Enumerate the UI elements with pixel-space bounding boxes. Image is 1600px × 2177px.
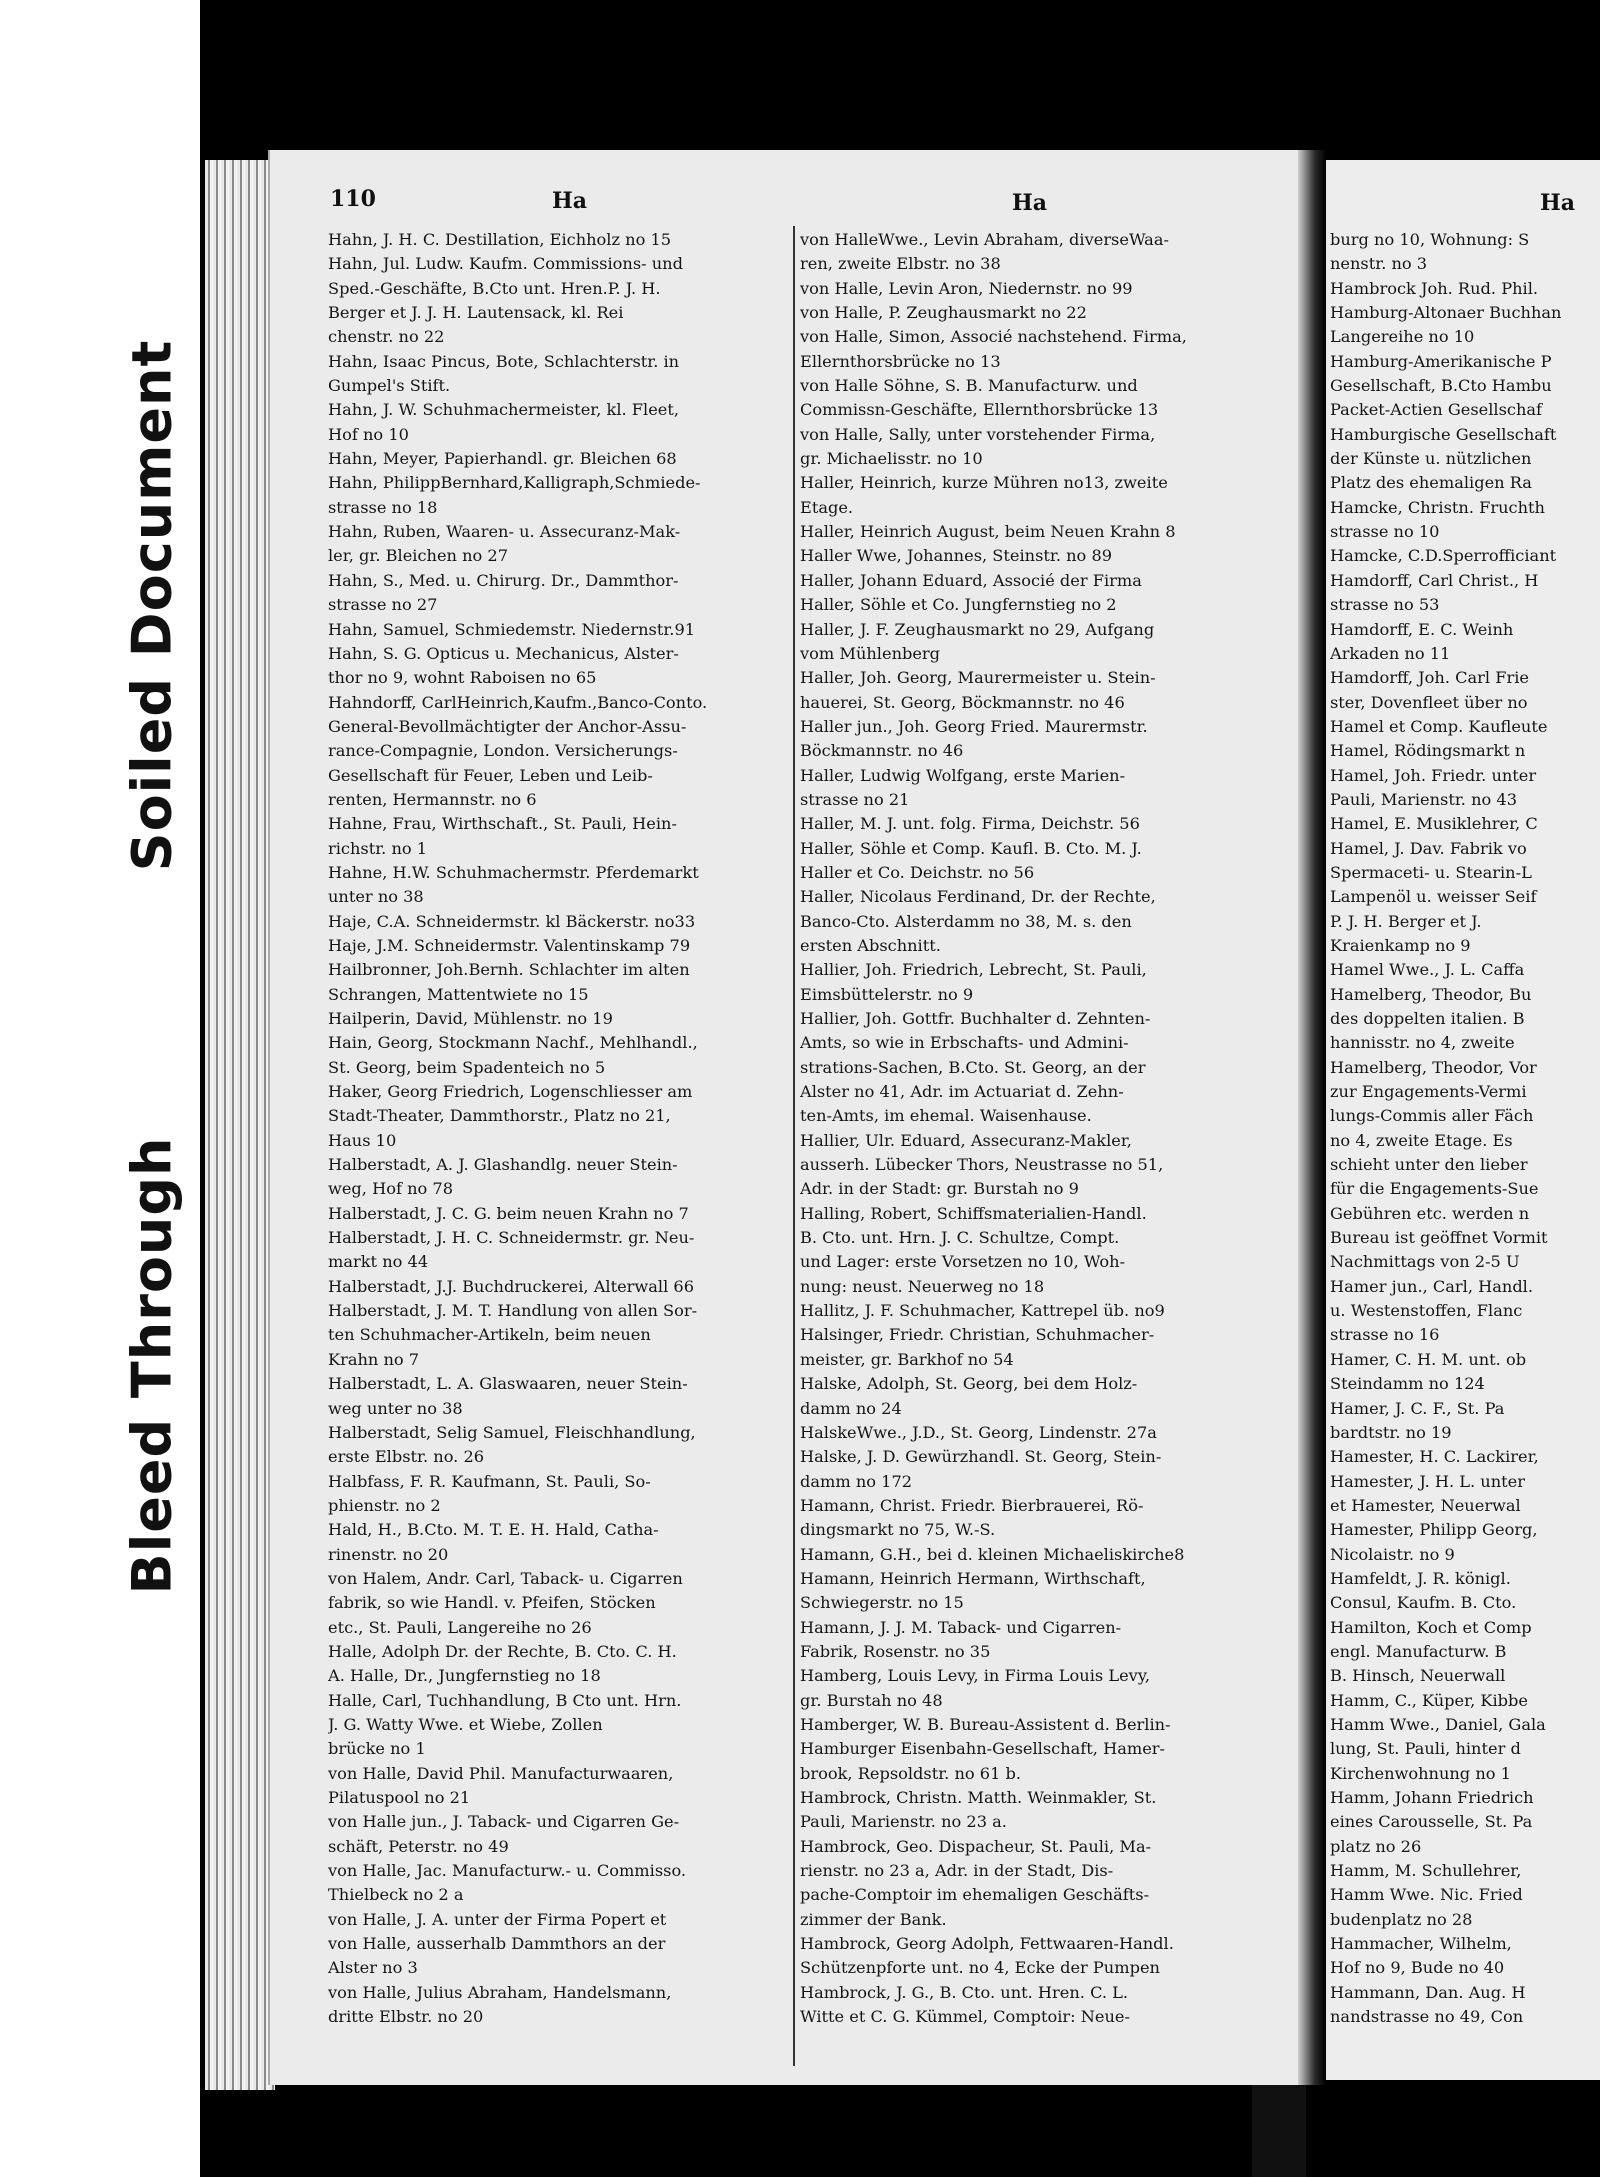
directory-entry-line: Hamdorff, E. C. Weinh [1330,619,1514,639]
directory-entry-line: von Halle, Simon, Associé nachstehend. Firma, [800,327,1187,347]
directory-entry-line: rinenstr. no 20 [328,1544,449,1564]
directory-entry-line: schäft, Peterstr. no 49 [328,1836,509,1856]
directory-entry-line: weg unter no 38 [328,1398,463,1418]
directory-entry-line: no 4, zweite Etage. Es [1330,1130,1513,1150]
directory-entry-line: vom Mühlenberg [800,643,941,663]
directory-entry-line: Nicolaistr. no 9 [1330,1544,1455,1564]
directory-entry-line: Pauli, Marienstr. no 43 [1330,789,1518,809]
directory-entry-line: engl. Manufacturw. B [1330,1641,1507,1661]
directory-entry-line: Haller, Ludwig Wolfgang, erste Marien- [800,765,1126,785]
directory-entry-line: Witte et C. G. Kümmel, Comptoir: Neue- [800,2007,1130,2027]
directory-entry-line: lung, St. Pauli, hinter d [1330,1739,1521,1759]
directory-entry-line: strasse no 16 [1330,1325,1440,1345]
directory-entry-line: Hahn, J. H. C. Destillation, Eichholz no 15 [328,230,672,249]
directory-entry-line: Stadt-Theater, Dammthorstr., Platz no 21, [328,1106,671,1126]
directory-entry-line: Hamel, Joh. Friedr. unter [1330,765,1537,785]
directory-entry-line: Böckmannstr. no 46 [800,741,964,761]
directory-entry-line: Schrangen, Mattentwiete no 15 [328,984,589,1004]
directory-entry-line: Ellernthorsbrücke no 13 [800,351,1001,371]
directory-entry-line: Halsinger, Friedr. Christian, Schuhmacher- [800,1325,1155,1345]
directory-entry-line: strations-Sachen, B.Cto. St. Georg, an der [800,1057,1146,1077]
directory-entry-line: ten-Amts, im ehemal. Waisenhause. [800,1106,1092,1126]
directory-entry-line: Hahn, Meyer, Papierhandl. gr. Bleichen 68 [328,449,677,469]
directory-entry-line: Hahne, Frau, Wirthschaft., St. Pauli, Hein- [328,814,677,834]
directory-entry-line: von Halle jun., J. Taback- und Cigarren Ge- [328,1812,680,1832]
directory-entry-line: unter no 38 [328,887,424,907]
directory-entry-line: erste Elbstr. no. 26 [328,1447,485,1467]
directory-entry-line: Hamel, J. Dav. Fabrik vo [1330,838,1527,858]
directory-entry-line: Hamer, J. C. F., St. Pa [1330,1398,1505,1418]
directory-entry-line: A. Halle, Dr., Jungfernstieg no 18 [328,1666,601,1686]
directory-entry-line: Eimsbüttelerstr. no 9 [800,984,974,1004]
directory-entry-line: Hamdorff, Carl Christ., H [1330,570,1539,590]
directory-entry-line: von HalleWwe., Levin Abraham, diverseWaa- [800,230,1169,249]
directory-entry-line: Halske, J. D. Gewürzhandl. St. Georg, Stein- [800,1447,1162,1467]
directory-entry-line: strasse no 18 [328,497,438,517]
directory-entry-line: Halberstadt, A. J. Glashandlg. neuer Stein- [328,1155,678,1175]
running-header-left: Ha [552,188,588,214]
directory-entry-line: Hamdorff, Joh. Carl Frie [1330,668,1529,688]
directory-entry-line: Hamelberg, Theodor, Vor [1330,1057,1537,1077]
soiled-document-label [112,310,192,900]
directory-entry-line: ler, gr. Bleichen no 27 [328,546,509,566]
directory-entry-line: Halle, Adolph Dr. der Rechte, B. Cto. C. H. [328,1641,677,1661]
directory-entry-line: Hamel, E. Musiklehrer, C [1330,814,1538,834]
directory-entry-line: Gesellschaft, B.Cto Hambu [1330,376,1552,396]
directory-entry-line: fabrik, so wie Handl. v. Pfeifen, Stöcken [328,1593,656,1613]
directory-entry-line: Hamfeldt, J. R. königl. [1330,1568,1511,1588]
directory-entry-line: von Halle, Julius Abraham, Handelsmann, [328,1982,672,2002]
directory-entry-line: Schützenpforte unt. no 4, Ecke der Pumpen [800,1958,1160,1978]
directory-entry-line: nandstrasse no 49, Con [1330,2007,1524,2027]
directory-entry-line: Haje, C.A. Schneidermstr. kl Bäckerstr. no33 [328,911,696,931]
directory-entry-line: rance-Compagnie, London. Versicherungs- [328,741,678,761]
directory-entry-line: richstr. no 1 [328,838,428,858]
directory-entry-line: u. Westenstoffen, Flanc [1330,1301,1523,1321]
directory-entry-line: von Halle, P. Zeughausmarkt no 22 [800,303,1087,323]
directory-entry-line: Commissn-Geschäfte, Ellernthorsbrücke 13 [800,400,1159,420]
directory-entry-line: Halberstadt, J.J. Buchdruckerei, Alterwall 66 [328,1276,695,1296]
directory-entry-line: Hamel, Rödingsmarkt n [1330,741,1526,761]
bleed-through-label [112,1085,192,1645]
directory-entry-line: Thielbeck no 2 a [328,1885,464,1905]
directory-entry-line: zur Engagements-Vermi [1330,1082,1527,1102]
directory-entry-line: Haller Wwe, Johannes, Steinstr. no 89 [800,546,1113,566]
directory-entry-line: Langereihe no 10 [1330,327,1475,347]
directory-entry-line: Hamm Wwe. Nic. Fried [1330,1885,1523,1905]
directory-column-next-page [1330,228,1600,2029]
directory-entry-line: Hamcke, Christn. Fruchth [1330,497,1545,517]
directory-entry-line: hauerei, St. Georg, Böckmannstr. no 46 [800,692,1125,712]
directory-entry-line: Kirchenwohnung no 1 [1330,1763,1511,1783]
directory-entry-line: weg, Hof no 78 [328,1179,454,1199]
directory-entry-line: Bureau ist geöffnet Vormit [1330,1228,1548,1248]
directory-entry-line: Hamm, Johann Friedrich [1330,1788,1534,1807]
directory-entry-line: gr. Michaelisstr. no 10 [800,449,983,469]
directory-entry-line: Schwiegerstr. no 15 [800,1593,964,1613]
directory-entry-line: von Halle, J. A. unter der Firma Popert et [328,1909,667,1929]
directory-entry-line: strasse no 21 [800,789,910,809]
directory-entry-line: Banco-Cto. Alsterdamm no 38, M. s. den [800,911,1132,931]
directory-column-left [328,228,791,2029]
directory-entry-line: Hamelberg, Theodor, Bu [1330,984,1532,1004]
directory-entry-line: gr. Burstah no 48 [800,1690,943,1710]
directory-entry-line: thor no 9, wohnt Raboisen no 65 [328,668,597,688]
directory-entry-line: nung: neust. Neuerweg no 18 [800,1276,1045,1296]
directory-entry-line: Hamm, M. Schullehrer, [1330,1861,1522,1881]
directory-entry-line: dingsmarkt no 75, W.-S. [800,1520,996,1540]
directory-entry-line: Sped.-Geschäfte, B.Cto unt. Hren.P. J. H. [328,278,661,298]
directory-entry-line: Hamer jun., Carl, Handl. [1330,1276,1534,1296]
directory-entry-line: Hallitz, J. F. Schuhmacher, Kattrepel üb. no9 [800,1301,1165,1321]
directory-entry-line: bardtstr. no 19 [1330,1422,1452,1442]
directory-entry-line: der Künste u. nützlichen [1330,449,1532,469]
directory-entry-line: budenplatz no 28 [1330,1909,1473,1929]
directory-entry-line: Halberstadt, Selig Samuel, Fleischhandlung, [328,1422,696,1442]
directory-entry-line: Hamilton, Koch et Comp [1330,1617,1532,1637]
directory-entry-line: Krahn no 7 [328,1349,420,1369]
directory-entry-line: Haller, Heinrich, kurze Mühren no13, zweite [800,473,1168,493]
directory-entry-line: Gumpel's Stift. [328,376,451,396]
page-number: 110 [330,186,376,212]
directory-column-right [800,228,1262,2029]
directory-entry-line: Amts, so wie in Erbschafts- und Admini- [800,1033,1129,1053]
directory-entry-line: von Halem, Andr. Carl, Taback- u. Cigarren [328,1568,683,1588]
directory-entry-line: Arkaden no 11 [1330,643,1451,663]
directory-entry-line: Hamberger, W. B. Bureau-Assistent d. Berlin- [800,1714,1171,1734]
bookmark-ribbon-bottom [1252,2085,1306,2177]
directory-entry-line: St. Georg, beim Spadenteich no 5 [328,1057,606,1077]
directory-entry-line: Haller jun., Joh. Georg Fried. Maurermstr. [800,716,1148,736]
directory-entry-line: Hamberg, Louis Levy, in Firma Louis Levy, [800,1666,1150,1686]
directory-entry-line: damm no 24 [800,1398,902,1418]
directory-entry-line: Gebühren etc. werden n [1330,1203,1530,1223]
directory-entry-line: Platz des ehemaligen Ra [1330,473,1532,493]
directory-entry-line: Halberstadt, L. A. Glaswaaren, neuer Stein- [328,1374,688,1394]
directory-entry-line: Hallier, Ulr. Eduard, Assecuranz-Makler, [800,1130,1132,1150]
directory-entry-line: Halberstadt, J. M. T. Handlung von allen Sor- [328,1301,698,1321]
directory-entry-line: Hain, Georg, Stockmann Nachf., Mehlhandl., [328,1033,698,1053]
directory-entry-line: Haller, Nicolaus Ferdinand, Dr. der Rechte, [800,887,1156,907]
directory-entry-line: brook, Repsoldstr. no 61 b. [800,1763,1022,1783]
directory-entry-line: Hallier, Joh. Friedrich, Lebrecht, St. Pauli, [800,960,1147,980]
directory-entry-line: Hahn, PhilippBernhard,Kalligraph,Schmiede- [328,473,701,493]
directory-entry-line: Pilatuspool no 21 [328,1788,471,1807]
directory-entry-line: et Hamester, Neuerwal [1330,1495,1521,1515]
directory-entry-line: von Halle, Jac. Manufacturw.- u. Commisso. [328,1861,687,1881]
directory-entry-line: Halberstadt, J. H. C. Schneidermstr. gr. Neu- [328,1228,695,1248]
directory-entry-line: chenstr. no 22 [328,327,445,347]
directory-entry-line: Hamann, G.H., bei d. kleinen Michaeliskirche8 [800,1544,1185,1564]
directory-entry-line: renten, Hermannstr. no 6 [328,789,537,809]
directory-entry-line: J. G. Watty Wwe. et Wiebe, Zollen [328,1714,603,1734]
directory-entry-line: Hamester, J. H. L. unter [1330,1471,1525,1491]
directory-entry-line: Hahn, Jul. Ludw. Kaufm. Commissions- und [328,254,683,274]
directory-entry-line: von Halle, ausserhalb Dammthors an der [328,1934,666,1954]
directory-entry-line: Hamburgische Gesellschaft [1330,424,1557,444]
directory-entry-line: Fabrik, Rosenstr. no 35 [800,1641,991,1661]
directory-entry-line: meister, gr. Barkhof no 54 [800,1349,1014,1369]
directory-entry-line: Haller, Joh. Georg, Maurermeister u. Stein- [800,668,1156,688]
directory-entry-line: rienstr. no 23 a, Adr. in der Stadt, Dis- [800,1861,1114,1881]
directory-entry-line: Adr. in der Stadt: gr. Burstah no 9 [800,1179,1079,1199]
directory-entry-line: Hahn, J. W. Schuhmachermeister, kl. Fleet, [328,400,680,420]
directory-entry-line: Hailperin, David, Mühlenstr. no 19 [328,1009,613,1028]
directory-entry-line: P. J. H. Berger et J. [1330,911,1482,931]
directory-entry-line: Halle, Carl, Tuchhandlung, B Cto unt. Hrn. [328,1690,682,1710]
directory-entry-line: brücke no 1 [328,1739,426,1759]
column-divider [793,226,795,2066]
directory-entry-line: schieht unter den lieber [1330,1155,1528,1175]
directory-entry-line: markt no 44 [328,1252,429,1272]
directory-entry-line: Haker, Georg Friedrich, Logenschliesser am [328,1082,693,1102]
directory-entry-line: Hambrock, Christn. Matth. Weinmakler, St. [800,1788,1157,1807]
directory-entry-line: Packet-Actien Gesellschaf [1330,400,1543,420]
directory-entry-line: Haller et Co. Deichstr. no 56 [800,862,1035,882]
directory-entry-line: von Halle, Levin Aron, Niedernstr. no 99 [800,278,1133,298]
running-header-next-page: Ha [1540,190,1576,216]
directory-entry-line: Berger et J. J. H. Lautensack, kl. Rei [328,303,624,323]
directory-entry-line: Hof no 10 [328,424,409,444]
directory-entry-line: Haller, Johann Eduard, Associé der Firma [800,570,1142,590]
directory-entry-line: Halbfass, F. R. Kaufmann, St. Pauli, So- [328,1471,651,1491]
directory-entry-line: Hamm Wwe., Daniel, Gala [1330,1714,1546,1734]
directory-entry-line: des doppelten italien. B [1330,1009,1525,1028]
directory-entry-line: Haje, J.M. Schneidermstr. Valentinskamp 79 [328,935,691,955]
directory-entry-line: von Halle, Sally, unter vorstehender Firma, [800,424,1156,444]
directory-entry-line: platz no 26 [1330,1836,1422,1856]
directory-entry-line: B. Hinsch, Neuerwall [1330,1666,1506,1686]
directory-entry-line: Lampenöl u. weisser Seif [1330,887,1537,907]
directory-entry-line: strasse no 10 [1330,522,1440,542]
directory-entry-line: Hahne, H.W. Schuhmachermstr. Pferdemarkt [328,862,699,882]
directory-entry-line: Steindamm no 124 [1330,1374,1485,1394]
directory-entry-line: Hahn, Ruben, Waaren- u. Assecuranz-Mak- [328,522,681,542]
directory-entry-line: Hahndorff, CarlHeinrich,Kaufm.,Banco-Conto. [328,692,708,712]
directory-entry-line: Haller, Söhle et Comp. Kaufl. B. Cto. M. J. [800,838,1142,858]
directory-entry-line: hannisstr. no 4, zweite [1330,1033,1515,1053]
directory-entry-line: General-Bevollmächtigter der Anchor-Assu- [328,716,687,736]
bleed-through-text: Bleed Through [120,1136,184,1594]
book-gutter [1298,150,1326,2085]
directory-entry-line: von Halle, David Phil. Manufacturwaaren, [328,1763,674,1783]
directory-entry-line: Hamann, J. J. M. Taback- und Cigarren- [800,1617,1122,1637]
directory-entry-line: Hammann, Dan. Aug. H [1330,1982,1526,2002]
directory-entry-line: Nachmittags von 2-5 U [1330,1252,1520,1272]
directory-entry-line: Hambrock, Geo. Dispacheur, St. Pauli, Ma- [800,1836,1152,1856]
directory-entry-line: strasse no 53 [1330,595,1440,615]
directory-entry-line: Hamburg-Altonaer Buchhan [1330,303,1562,323]
directory-entry-line: Etage. [800,497,854,517]
page-edges [205,160,275,2090]
directory-entry-line: Hamann, Heinrich Hermann, Wirthschaft, [800,1568,1146,1588]
directory-entry-line: Gesellschaft für Feuer, Leben und Leib- [328,765,653,785]
directory-entry-line: von Halle Söhne, S. B. Manufacturw. und [800,376,1138,396]
directory-entry-line: Hamm, C., Küper, Kibbe [1330,1690,1528,1710]
directory-entry-line: zimmer der Bank. [800,1909,947,1929]
directory-entry-line: Haus 10 [328,1130,397,1150]
directory-entry-line: Hamel Wwe., J. L. Caffa [1330,960,1525,980]
directory-entry-line: HalskeWwe., J.D., St. Georg, Lindenstr. 27a [800,1422,1157,1442]
directory-entry-line: Hamester, Philipp Georg, [1330,1520,1538,1540]
directory-entry-line: nenstr. no 3 [1330,254,1428,274]
directory-entry-line: Hahn, Isaac Pincus, Bote, Schlachterstr. in [328,351,680,371]
directory-entry-line: Halberstadt, J. C. G. beim neuen Krahn no 7 [328,1203,689,1223]
directory-entry-line: Haller, Söhle et Co. Jungfernstieg no 2 [800,595,1117,615]
directory-entry-line: Haller, M. J. unt. folg. Firma, Deichstr. 56 [800,814,1140,834]
directory-entry-line: Hamester, H. C. Lackirer, [1330,1447,1539,1467]
directory-entry-line: Hamcke, C.D.Sperrofficiant [1330,546,1557,566]
directory-entry-line: Hambrock Joh. Rud. Phil. [1330,278,1539,298]
directory-entry-line: lungs-Commis aller Fäch [1330,1106,1534,1126]
directory-entry-line: pache-Comptoir im ehemaligen Geschäfts- [800,1885,1150,1905]
directory-entry-line: Alster no 3 [328,1958,418,1978]
directory-entry-line: Hahn, S., Med. u. Chirurg. Dr., Dammthor- [328,570,679,590]
directory-entry-line: Hamburg-Amerikanische P [1330,351,1552,371]
directory-entry-line: Hambrock, Georg Adolph, Fettwaaren-Handl. [800,1934,1174,1954]
directory-entry-line: Kraienkamp no 9 [1330,935,1471,955]
directory-entry-line: Hof no 9, Bude no 40 [1330,1958,1505,1978]
directory-entry-line: ersten Abschnitt. [800,935,941,955]
directory-entry-line: Halling, Robert, Schiffsmaterialien-Handl. [800,1203,1147,1223]
directory-entry-line: phienstr. no 2 [328,1495,441,1515]
directory-entry-line: für die Engagements-Sue [1330,1179,1539,1199]
directory-entry-line: B. Cto. unt. Hrn. J. C. Schultze, Compt. [800,1228,1120,1248]
directory-entry-line: Consul, Kaufm. B. Cto. [1330,1593,1517,1613]
directory-entry-line: Hamann, Christ. Friedr. Bierbrauerei, Rö- [800,1495,1144,1515]
directory-entry-line: und Lager: erste Vorsetzen no 10, Woh- [800,1252,1126,1272]
directory-entry-line: Hahn, S. G. Opticus u. Mechanicus, Alster- [328,643,679,663]
directory-entry-line: ten Schuhmacher-Artikeln, beim neuen [328,1325,651,1345]
directory-entry-line: Haller, Heinrich August, beim Neuen Krahn 8 [800,522,1176,542]
directory-entry-line: ren, zweite Elbstr. no 38 [800,254,1001,274]
directory-entry-line: Hamburger Eisenbahn-Gesellschaft, Hamer- [800,1739,1166,1759]
soiled-document-text: Soiled Document [120,339,184,871]
directory-entry-line: Halske, Adolph, St. Georg, bei dem Holz- [800,1374,1138,1394]
directory-entry-line: Hambrock, J. G., B. Cto. unt. Hren. C. L. [800,1982,1129,2002]
directory-entry-line: ausserh. Lübecker Thors, Neustrasse no 51, [800,1155,1164,1175]
directory-entry-line: damm no 172 [800,1471,913,1491]
directory-entry-line: etc., St. Pauli, Langereihe no 26 [328,1617,592,1637]
directory-entry-line: Spermaceti- u. Stearin-L [1330,862,1532,882]
directory-entry-line: dritte Elbstr. no 20 [328,2007,484,2027]
directory-entry-line: Pauli, Marienstr. no 23 a. [800,1812,1007,1832]
directory-entry-line: Hamer, C. H. M. unt. ob [1330,1349,1527,1369]
directory-entry-line: Hald, H., B.Cto. M. T. E. H. Hald, Catha- [328,1520,659,1540]
directory-entry-line: Hallier, Joh. Gottfr. Buchhalter d. Zehnten- [800,1009,1151,1028]
directory-entry-line: Hamel et Comp. Kaufleute [1330,716,1548,736]
directory-entry-line: burg no 10, Wohnung: S [1330,230,1530,249]
directory-entry-line: strasse no 27 [328,595,438,615]
directory-entry-line: Hailbronner, Joh.Bernh. Schlachter im alten [328,960,690,980]
directory-entry-line: Haller, J. F. Zeughausmarkt no 29, Aufgang [800,619,1155,639]
directory-entry-line: Hahn, Samuel, Schmiedemstr. Niedernstr.91 [328,619,696,639]
directory-entry-line: Alster no 41, Adr. im Actuariat d. Zehn- [800,1082,1124,1102]
running-header-right: Ha [1012,190,1048,216]
bookmark-ribbon-top [1222,0,1282,150]
directory-entry-line: ster, Dovenfleet über no [1330,692,1528,712]
directory-entry-line: Hammacher, Wilhelm, [1330,1934,1512,1954]
directory-entry-line: eines Carousselle, St. Pa [1330,1812,1533,1832]
